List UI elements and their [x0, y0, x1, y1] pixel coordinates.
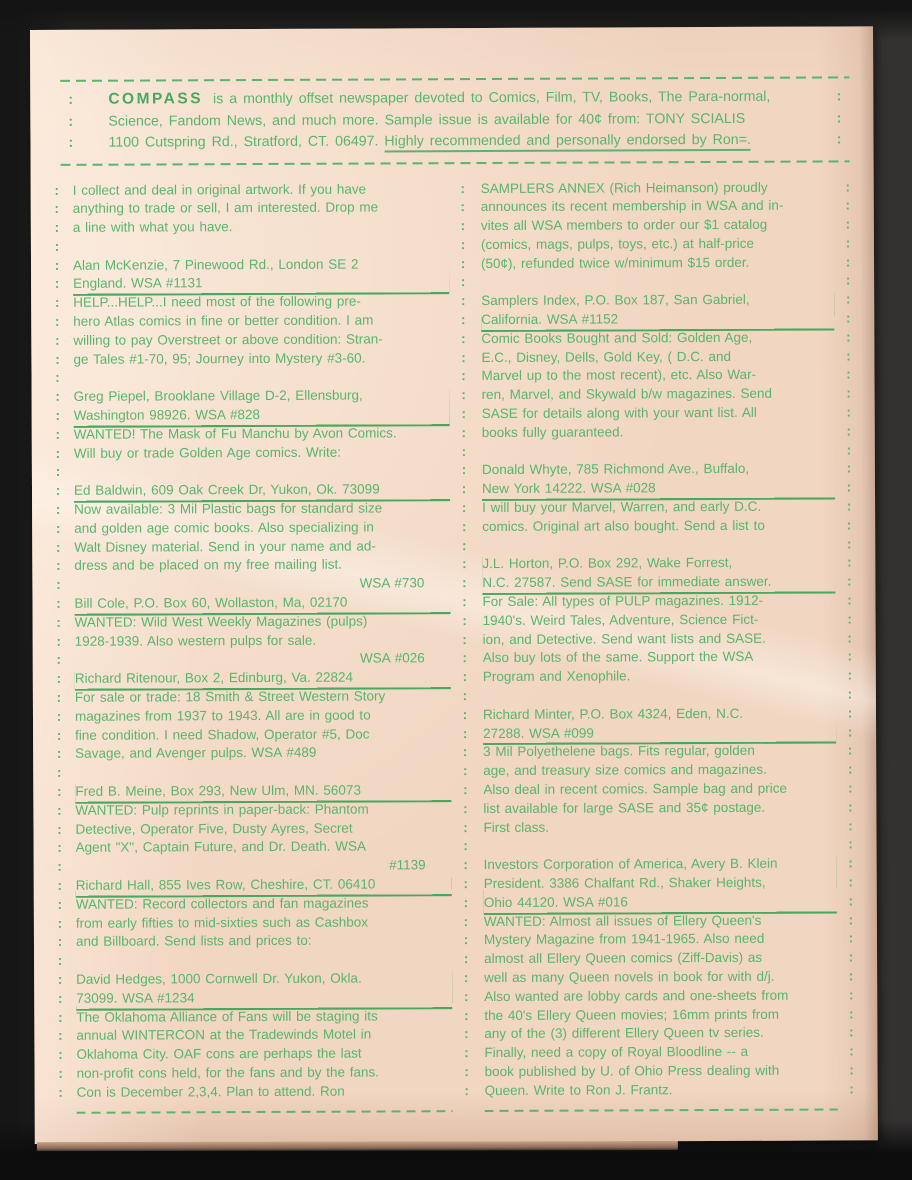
ad-line: WANTED: Pulp reprints in paper-back: Phantom: [75, 801, 369, 818]
ad-line: the 40's Ellery Queen movies; 16mm prints from: [484, 1006, 780, 1023]
blank-line: [484, 836, 837, 856]
header-text-2: Science, Fandom News, and much more. Sample issue is available for 40¢ from: TONY SCIALIS: [108, 110, 746, 130]
ad-paragraph: [74, 424, 450, 463]
header-line-3: [64, 129, 845, 154]
ad-paragraph: [482, 498, 835, 537]
ad-line: Fred B. Meine, Box 293, New Ulm, MN. 56073: [75, 782, 361, 799]
ad-line: from early fifties to mid-sixties such as Cashbox: [75, 914, 369, 931]
ad-line: age, and treasury size comics and magazines.: [483, 761, 767, 779]
header-line-1-rest: is a monthly offset newspaper devoted to Comics, Film, TV, Books, The Para-normal,: [213, 88, 771, 108]
compass-brand: COMPASS: [108, 90, 204, 108]
colon-tick: :: [836, 88, 842, 105]
colon-tick: :: [836, 109, 842, 126]
ad-line: For Sale: All types of PULP magazines. 1912-: [482, 592, 764, 610]
ad-line: England. WSA #1131: [73, 275, 203, 292]
ad-line: Comic Books Bought and Sold: Golden Age,: [481, 329, 753, 346]
colon-rule-right: : : : : : : : : : : : : : : : : : : : : : : : : : : : : : : : : : : : : : : : : : : : : : : : : :: [845, 178, 854, 1097]
blank-line: [73, 236, 449, 256]
ad-line: E.C., Disney, Dells, Gold Key, ( D.C. and: [481, 348, 732, 365]
ad-paragraph: [481, 178, 834, 274]
ad-line: 27288. WSA #099: [483, 725, 594, 741]
ad-line: non-profit cons held, for the fans and by the fans.: [76, 1064, 380, 1081]
colon-rule-left: : : : : : : : : : : : : : : : : : : : : : : : : : : : : : : : : : : : : : : : : : : : : : : : : :: [54, 182, 63, 1100]
ad-line: vites all WSA members to order our $1 catalog: [480, 216, 768, 234]
ad-paragraph: [73, 180, 449, 238]
colon-rule-center: : : : : : : : : : : : : : : : : : : : : : : : : : : : : : : : : : : : : : : : : : : : : : : : : :: [460, 180, 469, 1098]
header-text-1: [94, 86, 811, 112]
ad-line: The Oklahoma Alliance of Fans will be staging its: [76, 1008, 378, 1025]
wsa-number-line: WSA #026: [359, 650, 425, 666]
ad-line: well as many Queen novels in book for with d/j.: [484, 968, 775, 985]
ad-address-block: [74, 386, 450, 425]
ad-paragraph: [482, 592, 835, 688]
ad-line: ge Tales #1-70, 95; Journey into Mystery #3-60.: [73, 350, 366, 367]
ad-line: Ed Baldwin, 609 Oak Creek Dr, Yukon, Ok. 73099: [73, 481, 380, 499]
header-line-3-endorsement: Highly recommended and personally endorsed by Ron=.: [384, 132, 751, 153]
ad-line: J.L. Horton, P.O. Box 292, Wake Forrest,: [482, 555, 733, 572]
ad-line: 73099. WSA #1234: [76, 990, 195, 1006]
blank-line: [76, 950, 452, 970]
ad-line: almost all Ellery Queen comics (Ziff-Davis) as: [484, 949, 763, 967]
ad-line: President. 3386 Chalfant Rd., Shaker Heights,: [483, 874, 766, 892]
ad-address-block: [73, 255, 449, 294]
ad-address-block: [75, 781, 451, 801]
header-line-3-plain: 1100 Cutspring Rd., Stratford, CT. 06497.: [108, 133, 385, 151]
ad-line: Richard Minter, P.O. Box 4324, Eden, N.C.: [482, 705, 744, 722]
ad-address-block: [76, 969, 452, 1008]
ad-line: California. WSA #1152: [481, 311, 619, 328]
ad-line: Will buy or trade Golden Age comics. Write:: [73, 444, 341, 461]
ad-line: willing to pay Overstreet or above condition: Stran-: [73, 331, 383, 348]
blank-line: [482, 441, 835, 461]
ad-line: and Billboard. Send lists and prices to:: [75, 933, 312, 950]
ad-line: 1940's. Weird Tales, Adventure, Science Fict-: [482, 611, 759, 628]
ad-line: magazines from 1937 to 1943. All are in good to: [74, 707, 371, 724]
ad-line: David Hedges, 1000 Cornwell Dr. Yukon, Okla.: [76, 970, 362, 987]
ad-line: Ohio 44120. WSA #016: [483, 894, 628, 910]
blank-line: [481, 272, 834, 292]
ad-paragraph: [74, 499, 450, 576]
ad-line: book published by U. of Ohio Press dealing with: [484, 1062, 780, 1079]
ad-line: any of the (3) different Ellery Queen tv series.: [484, 1025, 764, 1042]
ad-line: Richard Ritenour, Box 2, Edinburg, Va. 22824: [74, 669, 354, 687]
ad-line: 1928-1939. Also western pulps for sale.: [74, 632, 317, 649]
ad-line: ion, and Detective. Send want lists and SASE.: [482, 630, 766, 647]
ad-line: For sale or trade: 18 Smith & Street Western Story: [74, 688, 386, 705]
ad-address-block: [482, 554, 835, 593]
ad-line: Richard Hall, 855 Ives Row, Cheshire, CT. 06410: [75, 876, 376, 893]
ad-line: Savage, and Avenger pulps. WSA #489: [75, 745, 317, 762]
ad-line: Washington 98926. WSA #828: [73, 407, 261, 423]
ad-line: ren, Marvel, and Skywald b/w magazines. Send: [481, 386, 773, 403]
ad-line: SASE for details along with your want list. All: [481, 404, 757, 422]
ad-line: N.C. 27587. Send SASE for immediate answer.: [482, 574, 772, 591]
ad-address-block: [484, 855, 837, 913]
ad-line: I will buy your Marvel, Warren, and early D.C.: [482, 498, 762, 516]
ad-line: Now available: 3 Mil Plastic bags for standard size: [74, 500, 383, 517]
blank-line: [74, 462, 450, 482]
ad-line: Finally, need a copy of Royal Bloodline -- a: [484, 1044, 749, 1061]
ad-paragraph: [75, 687, 451, 764]
colon-tick: :: [68, 91, 74, 108]
ad-paragraph: [481, 328, 834, 442]
ad-address-block: [482, 460, 835, 499]
ad-line: WANTED! The Mask of Fu Manchu by Avon Comics.: [73, 425, 397, 442]
header-rows: [60, 78, 849, 163]
dashed-end-rule: [77, 1110, 453, 1114]
ad-line: anything to trade or sell, I am interested. Drop me: [72, 199, 379, 217]
ad-line: dress and be placed on my free mailing list.: [74, 557, 343, 574]
ad-address-block: [483, 704, 836, 743]
ad-line: Mystery Magazine from 1941-1965. Also need: [483, 931, 765, 948]
ad-line: 3 Mil Polyethelene bags. Fits regular, golden: [483, 743, 755, 760]
ad-paragraph: [75, 800, 451, 858]
fanzine-page: [30, 26, 878, 1144]
ad-line: announces its recent membership in WSA and in-: [480, 198, 784, 215]
ad-line: comics. Original art also bought. Send a list to: [482, 517, 765, 534]
ad-address-block: [76, 875, 452, 895]
ad-line: SAMPLERS ANNEX (Rich Heimanson) proudly: [480, 179, 768, 196]
ad-line: Donald Whyte, 785 Richmond Ave., Buffalo,: [481, 461, 750, 478]
ad-line: Also wanted are lobby cards and one-sheets from: [484, 987, 789, 1004]
blank-line: [75, 762, 451, 782]
ad-line: HELP...HELP...I need most of the following pre-: [73, 293, 361, 311]
ad-line: Agent "X", Captain Future, and Dr. Death. WSA: [75, 838, 367, 856]
ad-line: Investors Corporation of America, Avery B. Klein: [483, 855, 778, 873]
blank-line: [73, 368, 449, 388]
ad-paragraph: [483, 742, 836, 838]
wsa-number-line: #1139: [389, 857, 426, 873]
ad-line: New York 14222. WSA #028: [481, 480, 656, 497]
ad-line: Also deal in recent comics. Sample bag and price: [483, 780, 788, 798]
ad-line: Oklahoma City. OAF cons are perhaps the last: [76, 1045, 362, 1062]
right-column: [471, 178, 844, 1112]
ad-line: Con is December 2,3,4. Plan to attend. Ron: [76, 1083, 345, 1100]
ad-paragraph: [75, 612, 451, 651]
compass-header-box: [60, 76, 849, 165]
ad-line: Alan McKenzie, 7 Pinewood Rd., London SE 2: [72, 256, 359, 273]
ad-line: hero Atlas comics in fine or better condition. I am: [73, 312, 374, 329]
ad-line: Queen. Write to Ron J. Frantz.: [484, 1081, 673, 1098]
ad-line: Walt Disney material. Send in your name and ad-: [74, 538, 376, 555]
ad-address-block: [74, 480, 450, 500]
ad-address-block: [481, 291, 834, 330]
ad-line: Program and Xenophile.: [482, 668, 631, 685]
colon-tick: :: [68, 113, 74, 130]
classified-ads: [49, 178, 860, 1114]
ad-address-block: [74, 593, 450, 613]
ad-line: books fully guaranteed.: [481, 424, 624, 440]
ad-line: First class.: [483, 819, 550, 835]
ad-line: Bill Cole, P.O. Box 60, Wollaston, Ma, 02170: [74, 594, 348, 611]
ad-line: WANTED: Wild West Weekly Magazines (pulps): [74, 613, 368, 630]
ad-line: (comics, mags, pulps, toys, etc.) at half-price: [480, 235, 755, 252]
wsa-number-line: WSA #730: [359, 575, 425, 591]
colon-tick: :: [68, 134, 74, 151]
ad-line: WANTED: Almost all issues of Ellery Queen's: [483, 912, 762, 929]
left-column: [65, 180, 459, 1114]
blank-line: [483, 686, 836, 706]
ad-paragraph: [76, 894, 452, 952]
ad-line: (50¢), refunded twice w/minimum $15 order.: [480, 254, 750, 271]
ad-line: annual WINTERCON at the Tradewinds Motel in: [76, 1026, 372, 1044]
ad-line: and golden age comic books. Also specializing in: [74, 519, 374, 536]
ad-line: list available for large SASE and 35¢ postage.: [483, 799, 766, 816]
blank-line: [482, 535, 835, 555]
ad-line: WANTED: Record collectors and fan magazines: [75, 895, 369, 912]
ad-line: I collect and deal in original artwork. If you have: [72, 181, 367, 198]
ad-line: Also buy lots of the same. Support the WSA: [482, 649, 754, 666]
ad-line: a line with what you have.: [72, 219, 233, 235]
ad-line: Greg Piepel, Brooklane Village D-2, Ellensburg,: [73, 387, 363, 405]
dashed-end-rule: [485, 1108, 838, 1112]
ad-address-block: [75, 668, 451, 688]
ad-paragraph: [76, 1007, 452, 1103]
ad-paragraph: [484, 911, 838, 1101]
header-text-3: [94, 130, 811, 155]
ad-paragraph: [73, 292, 449, 369]
colon-tick: :: [836, 131, 842, 148]
ad-line: Detective, Operator Five, Dusty Ayres, Secret: [75, 820, 353, 837]
ad-line: fine condition. I need Shadow, Operator #5, Doc: [75, 726, 370, 743]
ad-line: Marvel up to the most recent), etc. Also War-: [481, 367, 757, 384]
ad-line: Samplers Index, P.O. Box 187, San Gabriel,: [481, 292, 750, 309]
